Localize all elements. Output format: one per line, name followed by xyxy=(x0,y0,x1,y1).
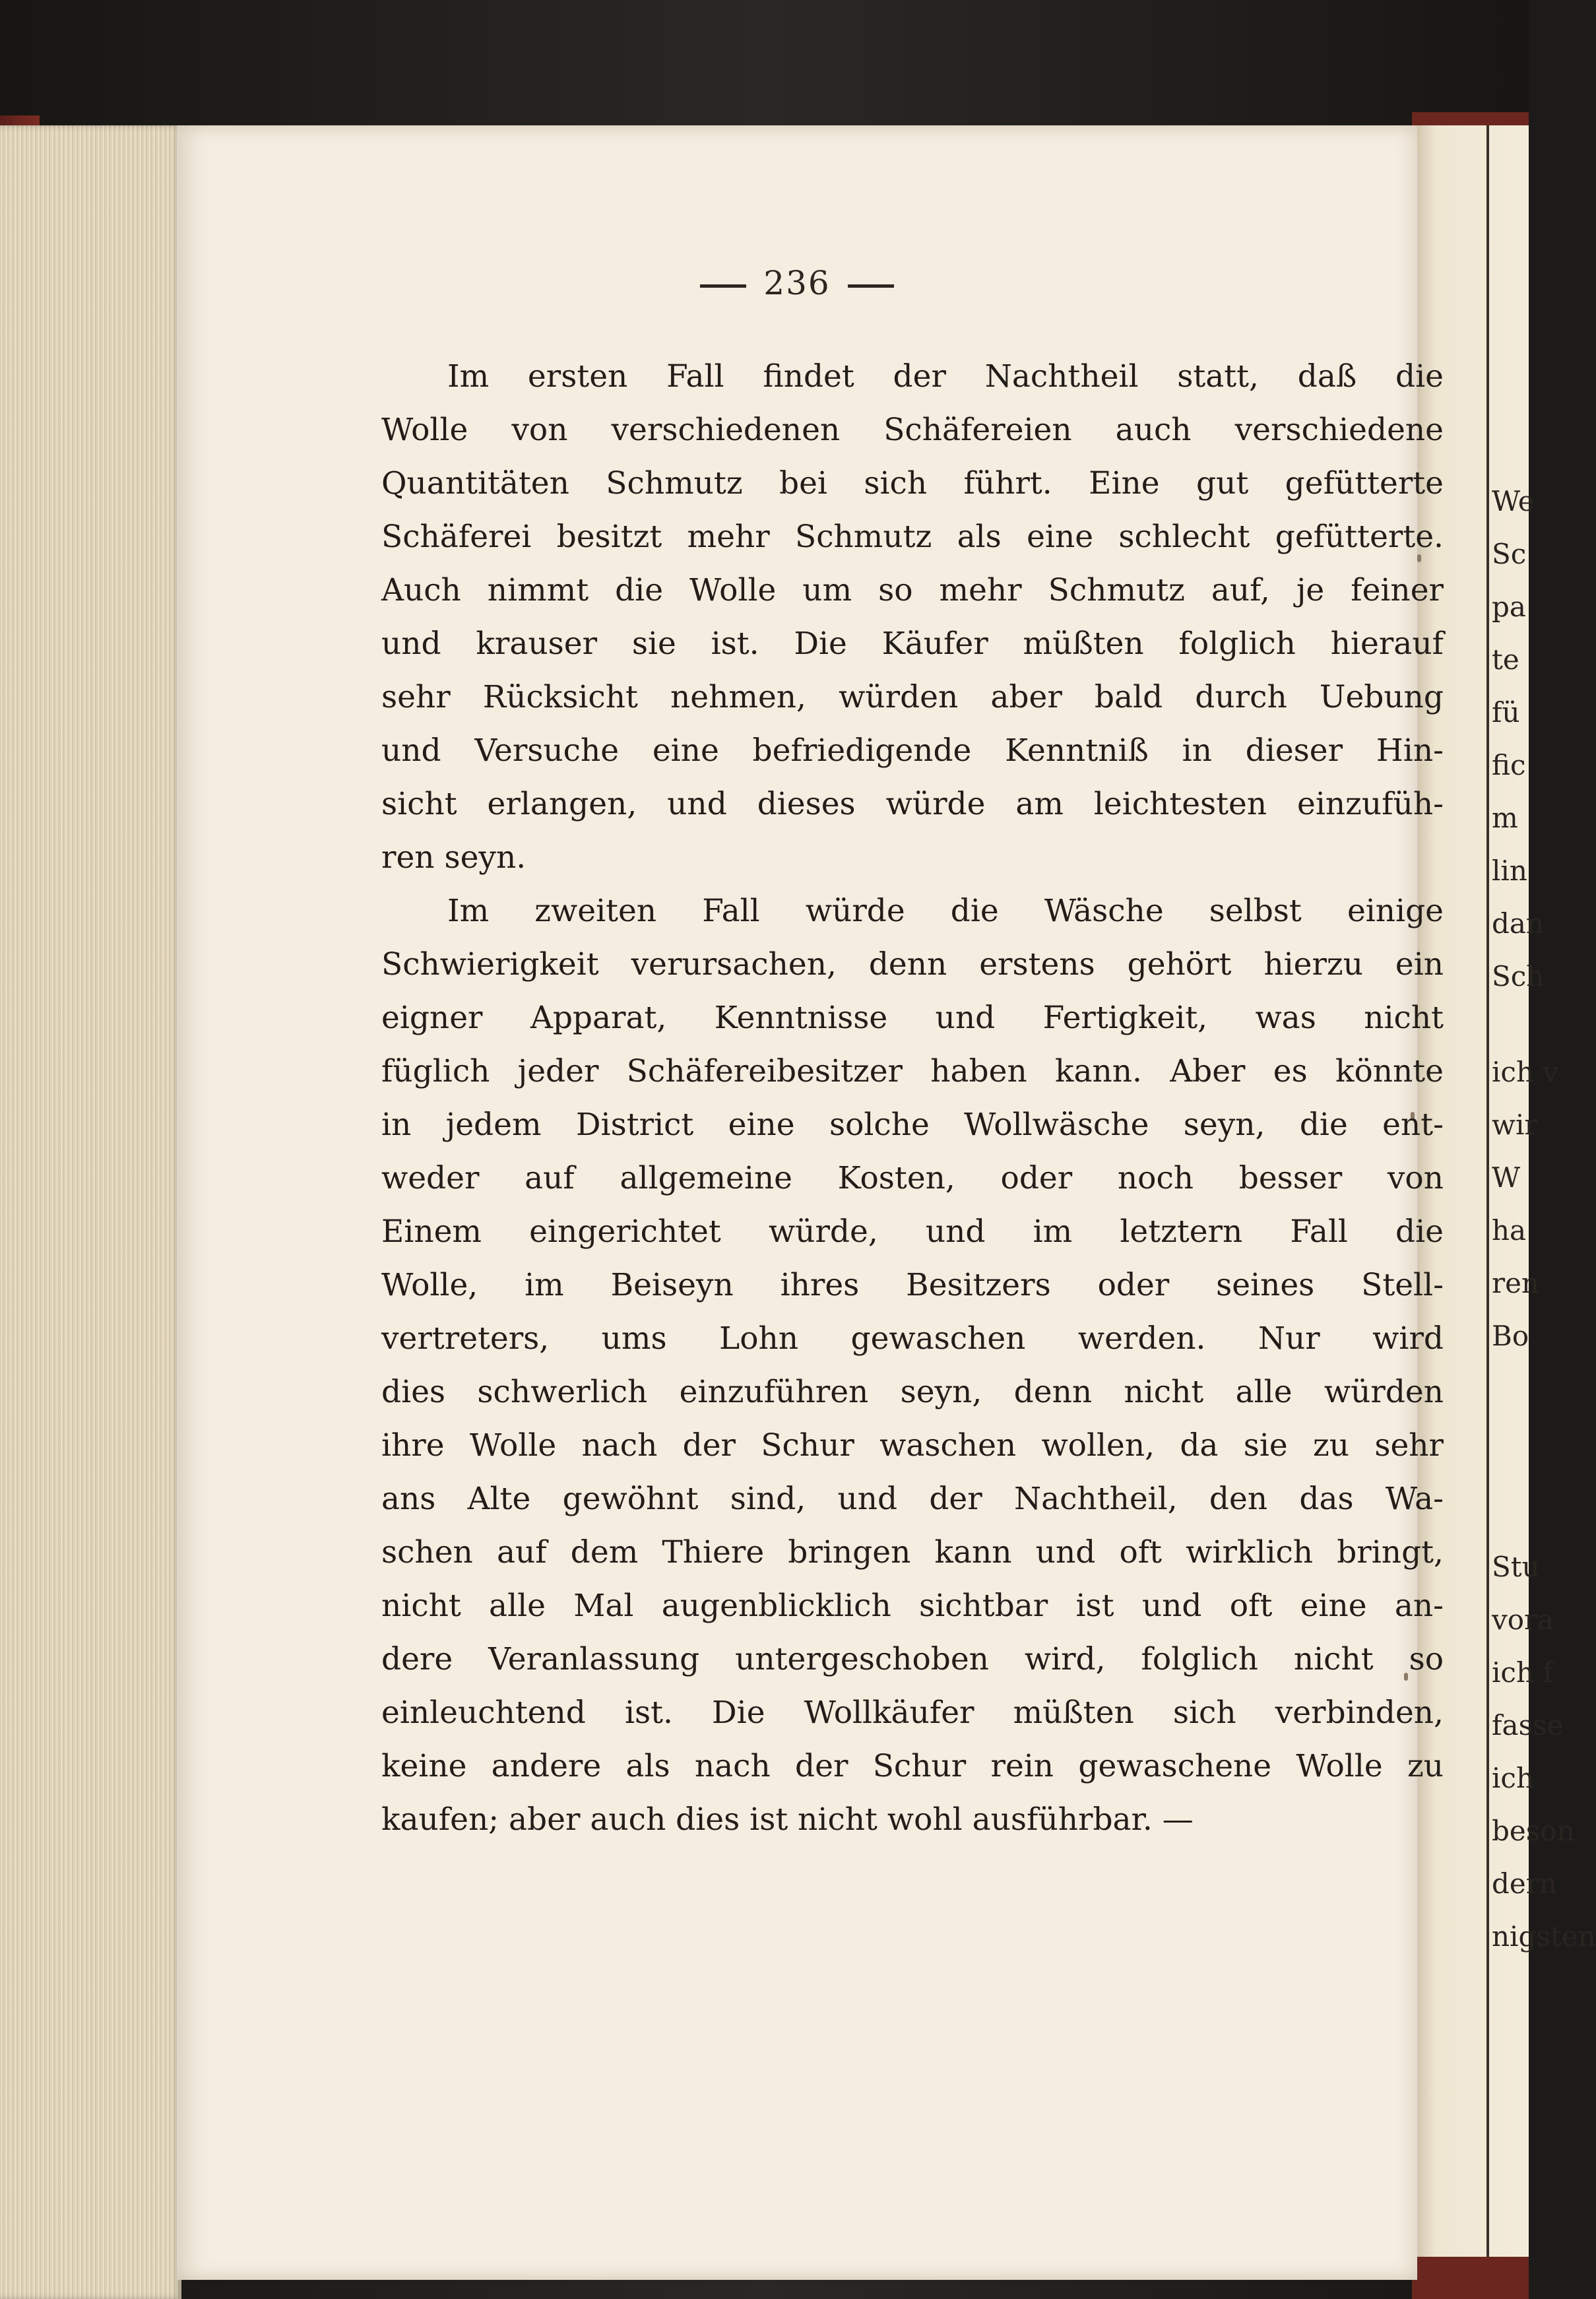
facing-page-word: dan xyxy=(1492,907,1544,940)
facing-page-word: m xyxy=(1492,802,1518,834)
page-number-dash-left xyxy=(700,284,746,288)
facing-page-word: wir xyxy=(1492,1109,1538,1141)
facing-page-word: Sch xyxy=(1492,960,1545,992)
facing-page-word: fic xyxy=(1492,749,1526,781)
facing-page-word: fü xyxy=(1492,696,1520,729)
facing-page-word: nigsten xyxy=(1492,1920,1596,1953)
text-line: Schwierigkeit verursachen, denn erstens gehört hierzu ein xyxy=(381,946,1444,983)
facing-page-word: lin xyxy=(1492,855,1527,887)
text-line: dies schwerlich einzuführen seyn, denn nicht alle würden xyxy=(381,1374,1444,1410)
body-text xyxy=(381,350,1444,1846)
facing-page-word: vora xyxy=(1492,1603,1554,1636)
text-line: Wolle von verschiedenen Schäfereien auch verschiedene xyxy=(381,412,1444,448)
gutter-divider xyxy=(1486,125,1489,2257)
text-line: füglich jeder Schäfereibesitzer haben kann. Aber es könnte xyxy=(381,1053,1444,1089)
facing-page-word: We xyxy=(1492,485,1535,517)
page-number xyxy=(177,264,1417,302)
text-line: keine andere als nach der Schur rein gewaschene Wolle zu xyxy=(381,1748,1444,1784)
book-page xyxy=(177,125,1444,2280)
facing-page-word: ich xyxy=(1492,1762,1535,1794)
facing-page-word: ren xyxy=(1492,1267,1539,1299)
text-line: Wolle, im Beiseyn ihres Besitzers oder seines Stell- xyxy=(381,1267,1444,1303)
text-line: Im zweiten Fall würde die Wäsche selbst einige xyxy=(447,893,1444,929)
text-line: kaufen; aber auch dies ist nicht wohl ausführbar. — xyxy=(381,1801,1194,1838)
facing-page-word: ha xyxy=(1492,1214,1527,1247)
text-line: ihre Wolle nach der Schur waschen wollen, da sie zu sehr xyxy=(381,1427,1444,1464)
text-line: sicht erlangen, und dieses würde am leichtesten einzufüh- xyxy=(381,786,1444,822)
text-line: weder auf allgemeine Kosten, oder noch besser von xyxy=(381,1160,1444,1196)
text-line: Einem eingerichtet würde, und im letztern Fall die xyxy=(381,1214,1444,1250)
text-line: Quantitäten Schmutz bei sich führt. Eine gut gefütterte xyxy=(381,465,1444,502)
page-number-dash-right xyxy=(848,284,894,288)
facing-page-word: Sc xyxy=(1492,538,1527,570)
facing-page-word: Stu xyxy=(1492,1551,1540,1583)
text-line: und krauser sie ist. Die Käufer müßten folglich hierauf xyxy=(381,626,1444,662)
page-number-value: 236 xyxy=(763,264,831,302)
text-line: ans Alte gewöhnt sind, und der Nachtheil, den das Wa- xyxy=(381,1481,1444,1517)
facing-page-word: te xyxy=(1492,643,1519,676)
text-line: ren seyn. xyxy=(381,839,527,876)
text-line: eigner Apparat, Kenntnisse und Fertigkeit, was nicht xyxy=(381,1000,1444,1036)
text-line: dere Veranlassung untergeschoben wird, folglich nicht so xyxy=(381,1641,1444,1677)
facing-page-word: ich f xyxy=(1492,1656,1553,1689)
text-line: in jedem District eine solche Wollwäsche seyn, die ent- xyxy=(381,1107,1444,1143)
text-line: sehr Rücksicht nehmen, würden aber bald durch Uebung xyxy=(381,679,1444,715)
text-line: nicht alle Mal augenblicklich sichtbar ist und oft eine an- xyxy=(381,1588,1444,1624)
left-page-stack xyxy=(0,125,181,2299)
text-line: Schäferei besitzt mehr Schmutz als eine schlecht gefütterte. xyxy=(381,519,1444,555)
facing-page-word: beson xyxy=(1492,1815,1575,1847)
facing-page-word: pa xyxy=(1492,591,1526,623)
text-line: vertreters, ums Lohn gewaschen werden. Nur wird xyxy=(381,1320,1444,1357)
text-line: Im ersten Fall findet der Nachtheil statt, daß die xyxy=(447,358,1444,395)
facing-page-word: dern xyxy=(1492,1867,1557,1900)
text-line: und Versuche eine befriedigende Kenntniß in dieser Hin- xyxy=(381,732,1444,769)
facing-page-word: Bo xyxy=(1492,1320,1529,1352)
facing-page-word: ich v xyxy=(1492,1056,1559,1088)
facing-page-word: fasse xyxy=(1492,1709,1564,1741)
text-line: Auch nimmt die Wolle um so mehr Schmutz auf, je feiner xyxy=(381,572,1444,608)
facing-page-word: W xyxy=(1492,1161,1521,1194)
text-line: einleuchtend ist. Die Wollkäufer müßten sich verbinden, xyxy=(381,1695,1444,1731)
text-line: schen auf dem Thiere bringen kann und oft wirklich bringt, xyxy=(381,1534,1444,1570)
